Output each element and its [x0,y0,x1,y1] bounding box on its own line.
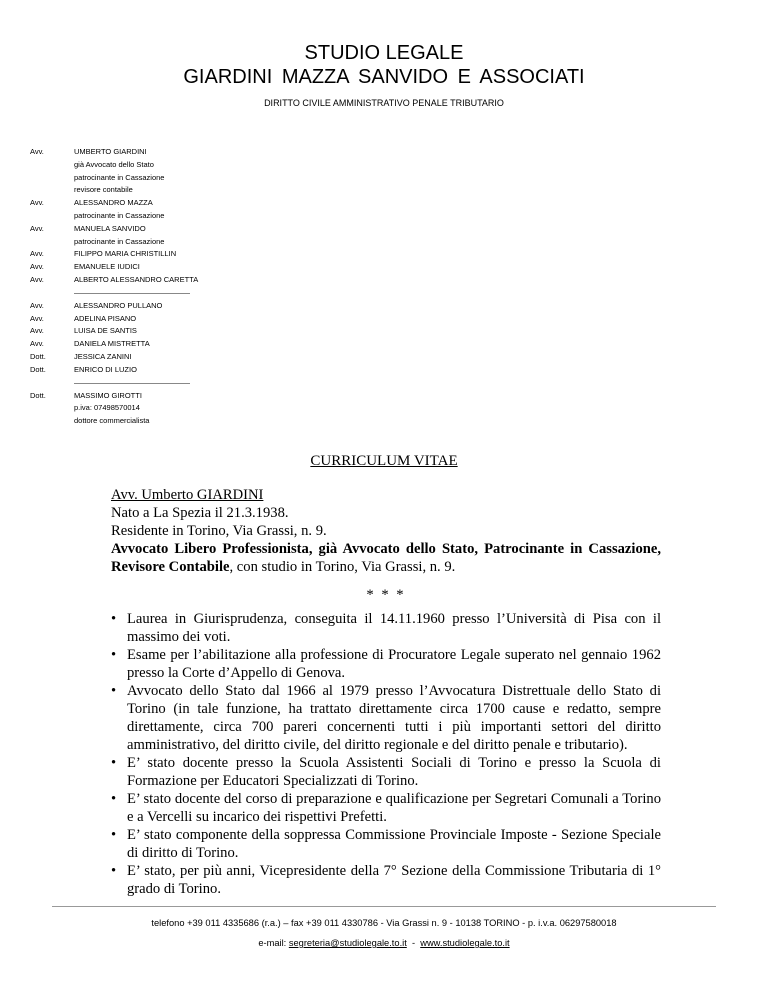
staff-row [30,146,290,159]
staff-name: LUISA DE SANTIS [74,326,137,336]
cv-bullet-text: E’ stato componente della soppressa Commissione Provinciale Imposte - Sezione Speciale di diritto di Torino. [127,827,661,861]
staff-row [30,172,290,185]
staff-row [30,210,290,223]
footer-rule [52,906,716,907]
staff-name: UMBERTO GIARDINI [74,147,147,156]
staff-name: dottore commercialista [74,416,150,426]
footer-contact: telefono +39 011 4335686 (r.a.) – fax +39 011 4330786 - Via Grassi n. 9 - 10138 TORINO - p. i.v.a. 06297580018 [151,918,617,928]
footer-website-link[interactable]: www.studiolegale.to.it [420,938,510,948]
staff-row [30,248,290,261]
letterhead-firm-name: GIARDINI MAZZA SANVIDO E ASSOCIATI [183,66,585,88]
staff-name: patrocinante in Cassazione [74,236,165,246]
staff-title: Avv. [30,198,44,208]
staff-title: Avv. [30,223,44,233]
staff-title: Avv. [30,326,44,336]
staff-title: Avv. [30,262,44,272]
bullet-icon: • [111,827,117,843]
staff-title: Avv. [30,249,44,259]
bullet-icon: • [111,647,117,663]
bullet-icon: • [111,611,117,627]
cv-bullet-text: E’ stato, per più anni, Vicepresidente della 7° Sezione della Commissione Tributaria di 1° grado di Torino. [127,863,661,897]
cv-bullet-item [111,682,661,754]
staff-title: Dott. [30,390,46,400]
staff-name: p.iva: 07498570014 [74,403,140,413]
cv-person-name: Avv. Umberto GIARDINI [111,487,264,503]
staff-row [30,223,290,236]
staff-list [30,146,290,428]
staff-row [30,351,290,364]
cv-bullet-item [111,610,661,646]
cv-bullet-text: E’ stato docente presso la Scuola Assistenti Sociali di Torino e presso la Scuola di Formazione per Educatori Specializzati di Torino. [127,755,661,789]
staff-divider [74,293,190,294]
staff-row [30,313,290,326]
cv-bullet-item [111,826,661,862]
staff-name: DANIELA MISTRETTA [74,339,150,349]
staff-row [30,402,290,415]
cv-bullet-text: E’ stato docente del corso di preparazione e qualificazione per Segretari Comunali a Torino e a Vercelli su incarico dei rispettivi Prefetti. [127,791,661,825]
staff-name: ALESSANDRO MAZZA [74,198,153,208]
staff-name: JESSICA ZANINI [74,351,132,361]
staff-title: Dott. [30,364,46,374]
staff-row [30,261,290,274]
cv-residence: Residente in Torino, Via Grassi, n. 9. [111,523,327,539]
footer-email-link[interactable]: segreteria@studiolegale.to.it [288,938,407,948]
footer-email-label: e-mail: [258,938,289,948]
footer-separator: - [406,938,421,948]
staff-row [30,159,290,172]
bullet-icon: • [111,683,117,699]
cv-role-rest: , con studio in Torino, Via Grassi, n. 9. [229,559,456,575]
staff-name: revisore contabile [74,185,133,195]
cv-role [111,540,661,576]
staff-name: EMANUELE IUDICI [74,262,140,272]
staff-name: patrocinante in Cassazione [74,210,165,220]
cv-separator: * * * [366,587,406,603]
cv-title: CURRICULUM VITAE [310,453,458,469]
staff-row [30,300,290,313]
staff-row [30,197,290,210]
staff-row [30,274,290,287]
cv-bullet-item [111,754,661,790]
staff-name: ADELINA PISANO [74,313,137,323]
staff-name: ALESSANDRO PULLANO [74,300,163,310]
staff-name: FILIPPO MARIA CHRISTILLIN [74,249,177,259]
staff-name: ALBERTO ALESSANDRO CARETTA [74,274,199,284]
staff-name: MANUELA SANVIDO [74,223,146,233]
staff-row [30,390,290,403]
cv-bullet-text: Avvocato dello Stato dal 1966 al 1979 presso l’Avvocatura Distrettuale dello Stato di Torino (in tale funzione, ha trattato direttamente circa 1700 cause e redatto, sempre direttamente, circa 700 pareri concernenti tutti i più importanti settori del diritto amministrativo, del diritto civile, del diritto regionale e del diritto penale e tributario). [127,683,661,753]
staff-row [30,364,290,377]
bullet-icon: • [111,863,117,879]
bullet-icon: • [111,755,117,771]
staff-row [30,415,290,428]
staff-row [30,184,290,197]
cv-bullet-item [111,862,661,898]
staff-row [30,325,290,338]
staff-title: Dott. [30,351,46,361]
cv-intro [111,486,661,620]
cv-bullet-text: Laurea in Giurisprudenza, conseguita il 14.11.1960 presso l’Università di Pisa con il massimo dei voti. [127,611,661,645]
letterhead-subtitle: DIRITTO CIVILE AMMINISTRATIVO PENALE TRIBUTARIO [264,98,504,108]
staff-group-accountant [30,390,290,428]
staff-title: Avv. [30,313,44,323]
bullet-icon: • [111,791,117,807]
staff-divider [74,383,190,384]
staff-name: ENRICO DI LUZIO [74,364,137,374]
cv-bullet-item [111,646,661,682]
cv-bullet-list [111,610,661,898]
cv-role-bold: Avvocato Libero Professionista, già Avvocato dello Stato, Patrocinante in Cassazione, Revisore Contabile [111,541,661,575]
staff-row [30,338,290,351]
cv-birth: Nato a La Spezia il 21.3.1938. [111,505,289,521]
staff-name: patrocinante in Cassazione [74,172,165,182]
staff-row [30,236,290,249]
staff-name: MASSIMO GIROTTI [74,390,142,400]
staff-group-associates [30,300,290,377]
footer-links [0,938,768,948]
staff-group-partners [30,146,290,287]
staff-name: già Avvocato dello Stato [74,159,154,169]
staff-title: Avv. [30,300,44,310]
letterhead-title: STUDIO LEGALE [304,42,464,64]
staff-title: Avv. [30,339,44,349]
cv-bullet-text: Esame per l’abilitazione alla professione di Procuratore Legale superato nel gennaio 1962 presso la Corte d’Appello di Genova. [127,647,661,681]
staff-title: Avv. [30,147,44,156]
staff-title: Avv. [30,274,44,284]
cv-bullet-item [111,790,661,826]
